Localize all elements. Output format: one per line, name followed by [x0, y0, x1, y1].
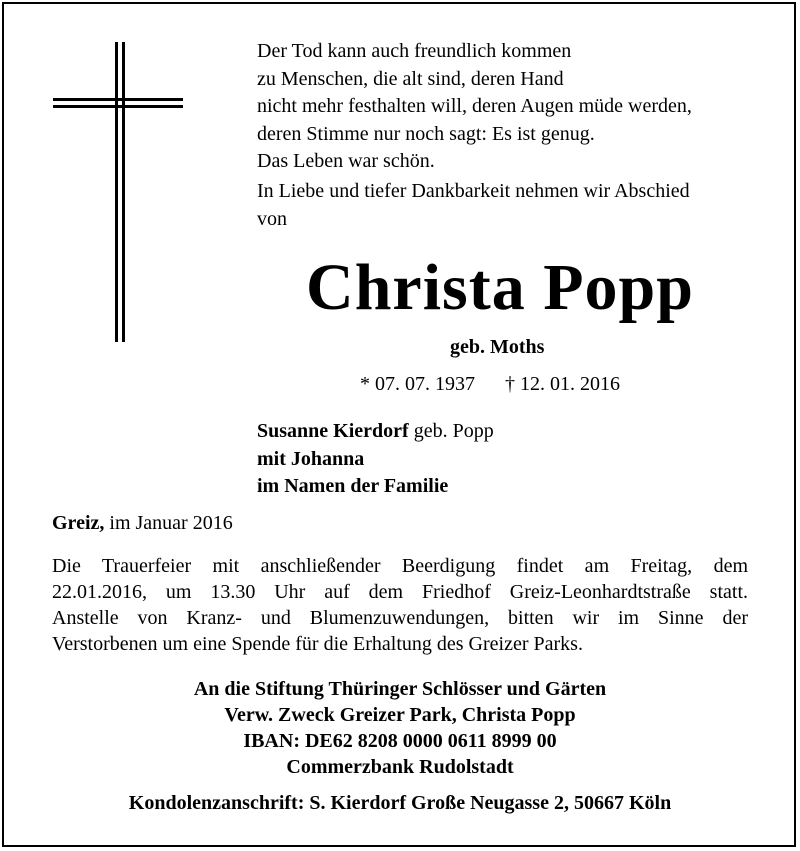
donation-line: IBAN: DE62 8208 0000 0611 8999 00 [243, 730, 557, 752]
life-dates [360, 373, 620, 396]
place-month: im Januar 2016 [104, 512, 233, 534]
donation-line: Commerzbank Rudolstadt [286, 756, 514, 778]
info-line: Anstelle von Kranz- und Blumenzuwendungen, bitten wir im Sinne der [52, 607, 748, 629]
deceased-name: Christa Popp [306, 251, 694, 324]
condolence-address: Kondolenzanschrift: S. Kierdorf Große Neugasse 2, 50667 Köln [128, 792, 672, 814]
poem-line: nicht mehr festhalten will, deren Augen müde werden, [257, 95, 692, 117]
donation-line: Verw. Zweck Greizer Park, Christa Popp [224, 704, 576, 726]
poem-line: deren Stimme nur noch sagt: Es ist genug. [257, 122, 595, 145]
birth-date: * 07. 07. 1937 [360, 373, 475, 395]
donation-details [0, 676, 800, 780]
info-line: Verstorbenen um eine Spende für die Erhaltung des Greizer Parks. [52, 633, 583, 655]
farewell-line: In Liebe und tiefer Dankbarkeit nehmen wir Abschied [257, 180, 690, 202]
place-city: Greiz, [52, 512, 105, 534]
poem-line: Der Tod kann auch freundlich kommen [257, 40, 572, 62]
donation-line: An die Stiftung Thüringer Schlösser und Gärten [193, 678, 607, 700]
poem-line: zu Menschen, die alt sind, deren Hand [257, 67, 564, 90]
farewell-text [257, 178, 690, 233]
mourner-maiden: geb. Popp [408, 420, 494, 442]
funeral-info [52, 553, 748, 657]
info-line: 22.01.2016, um 13.30 Uhr auf dem Friedhof Greiz-Leonhardtstraße statt. [52, 581, 748, 603]
mourner-line: mit Johanna [257, 447, 365, 470]
death-date: † 12. 01. 2016 [505, 373, 620, 395]
place-date [52, 512, 233, 535]
info-line: Die Trauerfeier mit anschließender Beerdigung findet am Freitag, dem [52, 555, 748, 577]
poem-line: Das Leben war schön. [257, 150, 435, 172]
poem [257, 38, 692, 176]
mourner-line: im Namen der Familie [257, 475, 449, 497]
mourner-name: Susanne Kierdorf [257, 420, 409, 442]
farewell-line: von [257, 207, 287, 230]
mourners [257, 418, 494, 501]
maiden-name: geb. Moths [450, 336, 545, 358]
